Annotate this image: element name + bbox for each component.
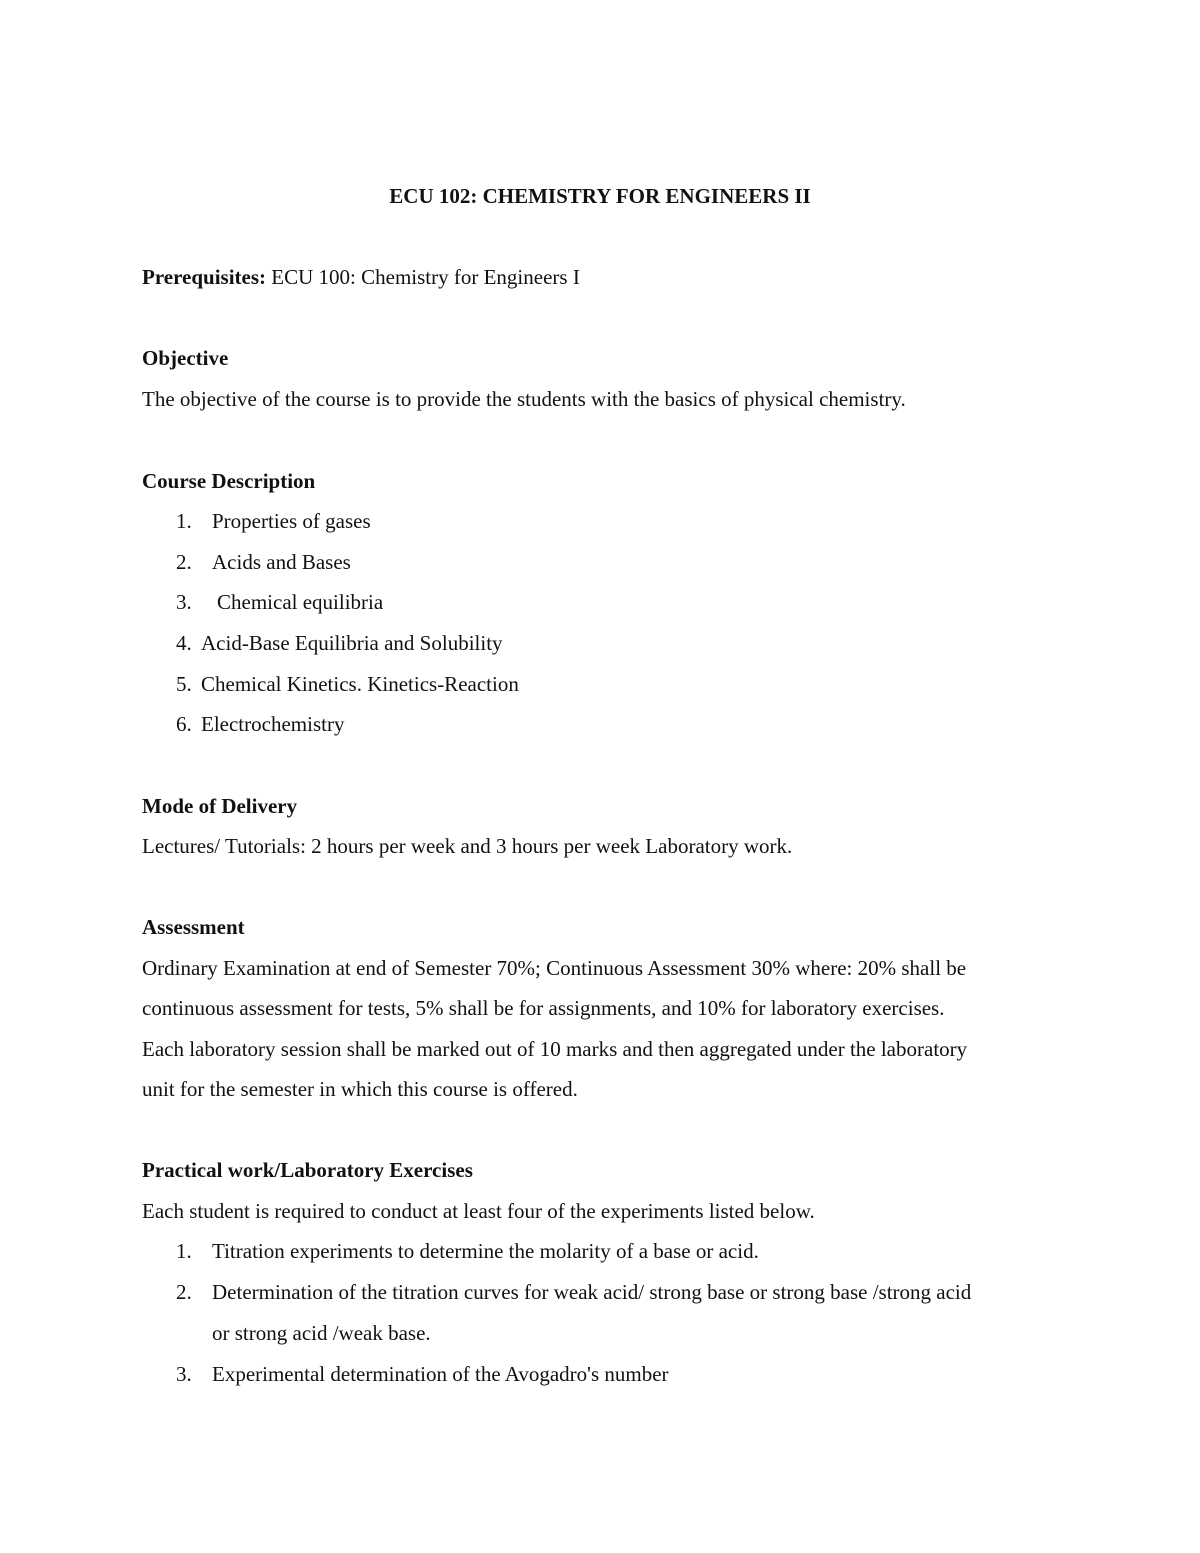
mode-of-delivery-text: Lectures/ Tutorials: 2 hours per week and 3 hours per week Laboratory work. bbox=[142, 834, 793, 858]
practical-item-text: Titration experiments to determine the molarity of a base or acid. bbox=[212, 1239, 759, 1263]
practical-heading: Practical work/Laboratory Exercises bbox=[142, 1158, 473, 1182]
assessment-line: Ordinary Examination at end of Semester 70%; Continuous Assessment 30% where: 20% shall be bbox=[142, 956, 967, 980]
course-item-text: Chemical Kinetics. Kinetics-Reaction bbox=[201, 672, 519, 696]
practical-item-number: 3. bbox=[176, 1362, 192, 1386]
practical-item-number: 2. bbox=[176, 1280, 192, 1304]
course-item-text: Chemical equilibria bbox=[217, 590, 384, 614]
course-item-number: 5. bbox=[176, 672, 192, 696]
course-item-text: Properties of gases bbox=[212, 509, 371, 533]
practical-intro: Each student is required to conduct at least four of the experiments listed below. bbox=[142, 1199, 815, 1223]
practical-item-number: 1. bbox=[176, 1239, 192, 1263]
course-item-number: 6. bbox=[176, 712, 192, 736]
practical-item-text: Determination of the titration curves for weak acid/ strong base or strong base /strong acid bbox=[212, 1280, 972, 1304]
course-item-text: Electrochemistry bbox=[201, 712, 345, 736]
course-item-number: 2. bbox=[176, 550, 192, 574]
assessment-line: unit for the semester in which this course is offered. bbox=[142, 1077, 578, 1101]
course-item-text: Acid-Base Equilibria and Solubility bbox=[201, 631, 503, 655]
course-item-text: Acids and Bases bbox=[212, 550, 351, 574]
mode-of-delivery-heading: Mode of Delivery bbox=[142, 794, 298, 818]
objective-heading: Objective bbox=[142, 346, 229, 370]
course-item-number: 4. bbox=[176, 631, 192, 655]
objective-text: The objective of the course is to provide the students with the basics of physical chemistry. bbox=[142, 387, 906, 411]
course-description-heading: Course Description bbox=[142, 469, 316, 493]
assessment-line: Each laboratory session shall be marked out of 10 marks and then aggregated under the laboratory bbox=[142, 1037, 968, 1061]
prerequisites-line bbox=[142, 267, 580, 288]
practical-item-text: or strong acid /weak base. bbox=[212, 1321, 431, 1345]
course-item-number: 1. bbox=[176, 509, 192, 533]
page-title: ECU 102: CHEMISTRY FOR ENGINEERS II bbox=[389, 184, 811, 208]
assessment-line: continuous assessment for tests, 5% shall be for assignments, and 10% for laboratory exercises. bbox=[142, 996, 945, 1020]
prerequisites-value: ECU 100: Chemistry for Engineers I bbox=[271, 265, 580, 289]
assessment-heading: Assessment bbox=[142, 915, 245, 939]
course-item-number: 3. bbox=[176, 590, 192, 614]
prerequisites-label: Prerequisites: bbox=[142, 265, 267, 289]
practical-item-text: Experimental determination of the Avogadro's number bbox=[212, 1362, 669, 1386]
